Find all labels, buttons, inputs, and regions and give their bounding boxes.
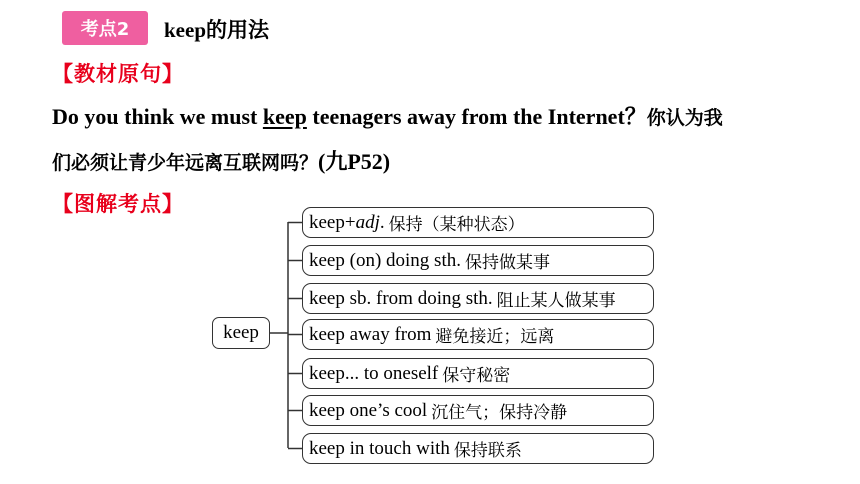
- keyword-keep: keep: [262, 104, 307, 129]
- sentence-text: Do you think we must: [52, 104, 263, 129]
- phrase-english: [309, 212, 385, 234]
- phrase-english-part: keep... to oneself: [309, 362, 439, 384]
- section-diagram: 【图解考点】: [52, 192, 184, 216]
- sentence-translation: 们必须让青少年远离互联网吗？: [52, 152, 319, 174]
- section-original-sentence: 【教材原句】: [52, 62, 184, 86]
- phrase-node: [302, 358, 654, 389]
- phrase-english-italic: adj: [355, 211, 380, 233]
- phrase-english-part: keep in touch with: [309, 437, 450, 459]
- topic-badge: 考点2: [62, 11, 148, 45]
- phrase-chinese: 保守秘密: [442, 366, 511, 386]
- phrase-english: [309, 363, 438, 385]
- phrase-chinese: 沉住气；保持冷静: [431, 403, 568, 423]
- phrase-english-part: keep (on) doing sth.: [309, 249, 461, 271]
- phrase-chinese: 保持（某种状态）: [388, 215, 525, 235]
- phrase-english: [309, 250, 461, 272]
- phrase-node: [302, 283, 654, 314]
- phrase-english-part: keep one’s cool: [309, 399, 428, 421]
- phrase-node: [302, 433, 654, 464]
- phrase-english: [309, 438, 450, 460]
- topic-title: keep的用法: [164, 18, 269, 42]
- phrase-node: [302, 207, 654, 238]
- phrase-english-part: .: [379, 211, 385, 233]
- phrase-chinese: 保持联系: [453, 441, 522, 461]
- phrase-english: [309, 288, 493, 310]
- phrase-english-part: keep+: [309, 211, 356, 233]
- phrase-english: [309, 400, 427, 422]
- phrase-node: [302, 245, 654, 276]
- textbook-reference: (九P52): [318, 149, 391, 174]
- phrase-chinese: 保持做某事: [464, 253, 550, 273]
- phrase-chinese: 避免接近；远离: [435, 327, 555, 347]
- phrase-english-part: keep sb. from doing sth.: [309, 287, 493, 309]
- sentence-translation: 你认为我: [646, 107, 723, 129]
- phrase-english-part: keep away from: [309, 323, 432, 345]
- sentence-text: teenagers away from the Internet？: [306, 104, 647, 129]
- root-node-keep: keep: [212, 317, 270, 349]
- phrase-node: [302, 319, 654, 350]
- phrase-english: [309, 324, 431, 346]
- phrase-node: [302, 395, 654, 426]
- phrase-chinese: 阻止某人做某事: [496, 291, 616, 311]
